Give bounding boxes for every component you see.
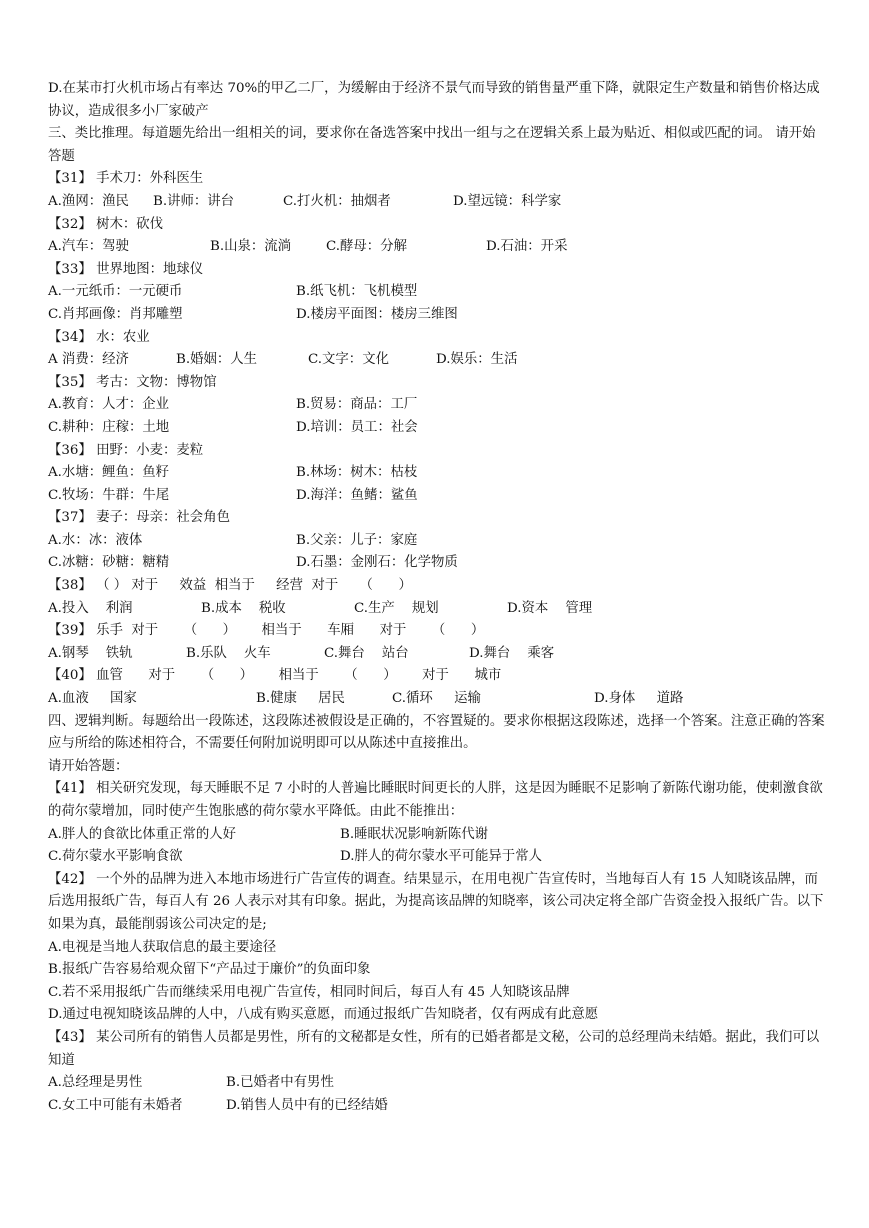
question-39: 【39】 乐手 对于 （ ） 相当于 车厢 对于 （ ） <box>48 623 485 639</box>
option-d: D.培训：员工：社会 <box>296 419 418 435</box>
exam-page <box>48 78 828 1117</box>
option-d: D.舞台 乘客 <box>469 645 555 661</box>
option-b: B.讲师：讲台 <box>153 193 235 209</box>
options-43-ab <box>48 1072 828 1095</box>
options-37-ab <box>48 530 828 553</box>
options-31 <box>48 191 828 214</box>
option-a: A.渔网：渔民 <box>48 193 129 209</box>
option-c: C.生产 规划 <box>354 600 439 616</box>
option-d: D.楼房平面图：楼房三维图 <box>296 306 458 322</box>
start-prompt: 请开始答题： <box>48 758 129 774</box>
option-a: A.钢琴 铁轨 <box>48 645 133 661</box>
option-d: D.身体 道路 <box>594 691 684 707</box>
option-c: C.荷尔蒙水平影响食欲 <box>48 849 183 865</box>
option-d: D.销售人员中有的已经结婚 <box>226 1097 388 1113</box>
options-39 <box>48 643 828 666</box>
options-36-cd <box>48 485 828 508</box>
question-38: 【38】 （ ） 对于 效益 相当于 经营 对于 （ ） <box>48 578 412 594</box>
question-40: 【40】 血管 对于 （ ） 相当于 （ ） 对于 城市 <box>48 668 502 684</box>
section-3-heading: 三、类比推理。每道题先给出一组相关的词，要求你在备选答案中找出一组与之在逻辑关系上最为贴近、相似或匹配的词。 请开始答题 <box>48 126 816 164</box>
question-34: 【34】 水：农业 <box>48 329 150 345</box>
option-b: B.乐队 火车 <box>186 645 271 661</box>
option-a: A.一元纸币：一元硬币 <box>48 284 183 300</box>
question-41: 【41】 相关研究发现，每天睡眠不足 7 小时的人普遍比睡眠时间更长的人胖，这是因为睡眠不足影响了新陈代谢功能，使刺激食欲的荷尔蒙增加，同时使产生饱胀感的荷尔蒙水平降低。由此不能推出： <box>48 781 823 819</box>
option-c: C.文字：文化 <box>308 352 389 368</box>
option-c: C.肖邦画像：肖邦雕塑 <box>48 306 183 322</box>
options-33-ab <box>48 281 828 304</box>
question-32: 【32】 树木：砍伐 <box>48 216 164 232</box>
options-41-ab <box>48 824 828 847</box>
option-d: D.望远镜：科学家 <box>453 193 562 209</box>
option-d-previous: D.在某市打火机市场占有率达 70%的甲乙二厂，为缓解由于经济不景气而导致的销售量严重下降，就限定生产数量和销售价格达成协议，造成很多小厂家破产 <box>48 81 820 119</box>
option-b: B.山泉：流淌 <box>210 239 292 255</box>
question-33: 【33】 世界地图：地球仪 <box>48 261 204 277</box>
option-d: D.胖人的荷尔蒙水平可能异于常人 <box>340 849 542 865</box>
option-b: B.林场：树木：枯枝 <box>296 465 418 481</box>
option-b: B.婚姻：人生 <box>176 352 258 368</box>
option-b: B.纸飞机：飞机模型 <box>296 284 418 300</box>
option-b: B.报纸广告容易给观众留下“产品过于廉价”的负面印象 <box>48 962 371 978</box>
option-b: B.父亲：儿子：家庭 <box>296 532 418 548</box>
option-c: C.牧场：牛群：牛尾 <box>48 487 170 503</box>
option-a: A.胖人的食欲比体重正常的人好 <box>48 826 237 842</box>
options-35-ab <box>48 394 828 417</box>
section-4-heading: 四、逻辑判断。每题给出一段陈述，这段陈述被假设是正确的，不容置疑的。要求你根据这段陈述，选择一个答案。注意正确的答案应与所给的陈述相符合，不需要任何附加说明即可以从陈述中直接推出。 <box>48 713 825 752</box>
options-37-cd <box>48 552 828 575</box>
option-a: A.血液 国家 <box>48 691 137 707</box>
options-35-cd <box>48 417 828 440</box>
question-42: 【42】 一个外的品牌为进入本地市场进行广告宣传的调查。结果显示，在用电视广告宣传时，当地每百人有 15 人知晓该品牌，而后选用报纸广告，每百人有 26 人表示对其有印象。据此，为提高该品牌的知晓率，该公司决定将全部广告资金投入报纸广告。以下如果为真，最能削弱该公司决定的是; <box>48 871 824 932</box>
options-33-cd <box>48 304 828 327</box>
option-c: C.耕种：庄稼：土地 <box>48 419 170 435</box>
option-a: A.总经理是男性 <box>48 1075 143 1091</box>
option-b: B.成本 税收 <box>201 600 286 616</box>
question-36: 【36】 田野：小麦：麦粒 <box>48 442 204 458</box>
option-d: D.石油：开采 <box>486 239 568 255</box>
option-c: C.冰糖：砂糖：糖精 <box>48 555 170 571</box>
option-a: A.教育：人才：企业 <box>48 397 170 413</box>
options-43-cd <box>48 1095 828 1118</box>
option-c: C.循环 运输 <box>392 691 481 707</box>
option-d: D.娱乐：生活 <box>436 352 518 368</box>
options-36-ab <box>48 462 828 485</box>
option-c: C.打火机：抽烟者 <box>283 193 391 209</box>
option-c: C.若不采用报纸广告而继续采用电视广告宣传，相同时间后，每百人有 45 人知晓该品牌 <box>48 984 570 1000</box>
options-40 <box>48 688 828 711</box>
option-b: B.已婚者中有男性 <box>226 1075 334 1091</box>
option-c: C.酵母：分解 <box>326 239 407 255</box>
option-d: D.海洋：鱼鳍：鲨鱼 <box>296 487 418 503</box>
question-37: 【37】 妻子：母亲：社会角色 <box>48 510 230 526</box>
option-c: C.女工中可能有未婚者 <box>48 1097 183 1113</box>
option-a: A 消费：经济 <box>48 352 129 368</box>
option-a: A.水：冰：液体 <box>48 532 143 548</box>
options-41-cd <box>48 846 828 869</box>
option-d: D.资本 管理 <box>507 600 593 616</box>
option-d: D.石墨：金刚石：化学物质 <box>296 555 458 571</box>
option-b: B.贸易：商品：工厂 <box>296 397 418 413</box>
option-a: A.投入 利润 <box>48 600 133 616</box>
option-a: A.汽车：驾驶 <box>48 239 129 255</box>
option-c: C.舞台 站台 <box>324 645 409 661</box>
question-31: 【31】 手术刀：外科医生 <box>48 171 204 187</box>
option-a: A.水塘：鲤鱼：鱼籽 <box>48 465 170 481</box>
options-38 <box>48 598 828 621</box>
option-b: B.健康 居民 <box>256 691 345 707</box>
option-b: B.睡眠状况影响新陈代谢 <box>340 826 489 842</box>
options-32 <box>48 236 828 259</box>
question-43: 【43】 某公司所有的销售人员都是男性，所有的文秘都是女性，所有的已婚者都是文秘，公司的总经理尚未结婚。据此，我们可以知道 <box>48 1029 820 1068</box>
option-a: A.电视是当地人获取信息的最主要途径 <box>48 939 277 955</box>
question-35: 【35】 考古：文物：博物馆 <box>48 374 217 390</box>
option-d: D.通过电视知晓该品牌的人中，八成有购买意愿，而通过报纸广告知晓者，仅有两成有此意愿 <box>48 1007 599 1023</box>
options-34 <box>48 349 828 372</box>
